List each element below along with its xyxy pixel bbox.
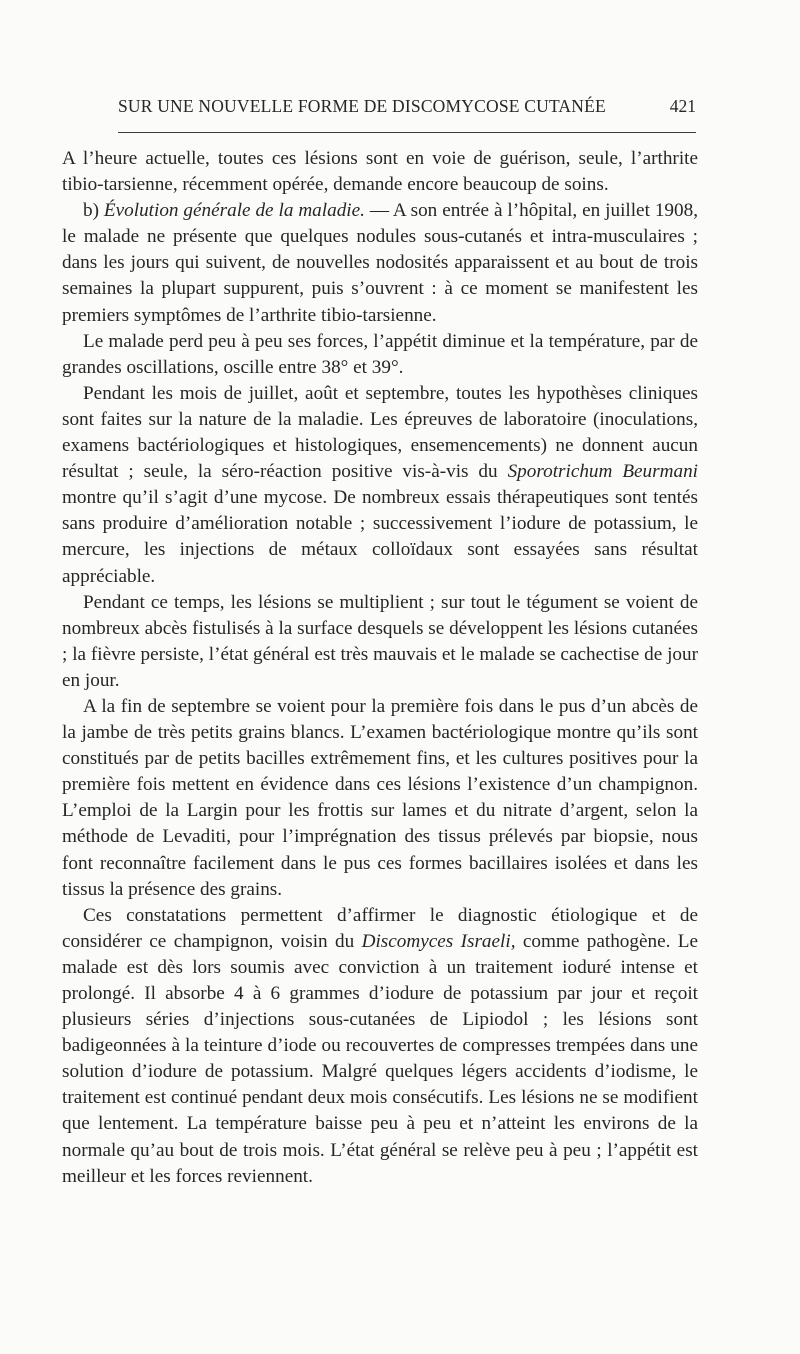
paragraph-4-text-a: Pendant les mois de juillet, août et septembre, toutes les hypothèses cliniques sont faites sur la nature de la maladie. Les épreuves de laboratoire (inoculations, examens bactériologiques et histologiques, ensemencements) ne donnent aucun résultat ; seule, la séro-réaction positive vis-à-vis du [62,382,698,483]
paragraph-4-text-b: montre qu’il s’agit d’une mycose. De nombreux essais thérapeutiques sont tentés sans produire d’amélioration notable ; successivement l’iodure de potassium, le mercure, les injections de métaux colloïdaux sont essayées sans résultat appréciable. [62,487,698,587]
body-text [62,146,698,1190]
paragraph-1: A l’heure actuelle, toutes ces lésions sont en voie de guérison, seule, l’arthrite tibio-tarsienne, récemment opérée, demande encore beaucoup de soins. [62,148,698,196]
paragraph-4 [62,381,698,590]
page-number: 421 [669,96,696,116]
species-name-sporotrichum: Sporotrichum Beurmani [507,461,698,483]
section-label: b) [83,200,104,222]
paragraph-5: Pendant ce temps, les lésions se multiplient ; sur tout le tégument se voient de nombreux abcès fistulisés à la surface desquels se développent les lésions cutanées ; la fièvre persiste, l’état général est très mauvais et le malade se cachectise de jour en jour. [62,591,698,691]
paragraph-3: Le malade perd peu à peu ses forces, l’appétit diminue et la température, par de grandes oscillations, oscille entre 38° et 39°. [62,330,698,378]
paragraph-7 [62,903,698,1190]
paragraph-7-text-b: comme pathogène. Le malade est dès lors soumis avec conviction à un traitement ioduré intense et prolongé. Il absorbe 4 à 6 grammes d’iodure de potassium par jour et reçoit plusieurs séries d’injections sous-cutanées de Lipiodol ; les lésions sont badigeonnées à la teinture d’iode ou recouvertes de compresses trempées dans une solution d’iodure de potassium. Malgré quelques légers accidents d’iodisme, le traitement est continué pendant deux mois consécutifs. Les lésions ne se modifient que lentement. La température baisse peu à peu et n’atteint les environs de la normale qu’au bout de trois mois. L’état général se relève peu à peu ; l’appétit est meilleur et les forces reviennent. [62,930,699,1187]
paragraph-6: A la fin de septembre se voient pour la première fois dans le pus d’un abcès de la jambe de très petits grains blancs. L’examen bactériologique montre qu’ils sont constitués par de petits bacilles extrêmement fins, et les cultures positives pour la première fois mettent en évidence dans ces lésions l’existence d’un champignon. L’emploi de la Largin pour les frottis sur lames et du nitrate d’argent, selon la méthode de Levaditi, pour l’imprégnation des tissus prélevés par biopsie, nous font reconnaître facilement dans le pus ces formes bacillaires isolées et dans les tissus la présence des grains. [62,695,698,900]
running-title: SUR UNE NOUVELLE FORME DE DISCOMYCOSE CUTANÉE [118,96,606,116]
paragraph-7-text-a: Ces constatations permettent d’affirmer le diagnostic étiologique et de considérer ce champignon, voisin du [62,904,698,952]
header-rule [118,132,696,133]
species-name-discomyces: Discomyces Israeli, [361,930,516,952]
section-heading: Évolution générale de la maladie. [103,200,365,222]
paragraph-2-text: — A son entrée à l’hôpital, en juillet 1908, le malade ne présente que quelques nodules sous-cutanés et intra-musculaires ; dans les jours qui suivent, de nouvelles nodosités apparaissent et au bout de trois semaines la plupart suppurent, puis s’ouvrent : à ce moment se manifestent les premiers symptômes de l’arthrite tibio-tarsienne. [62,200,698,326]
paragraph-2 [62,198,698,328]
page-header [118,96,696,122]
